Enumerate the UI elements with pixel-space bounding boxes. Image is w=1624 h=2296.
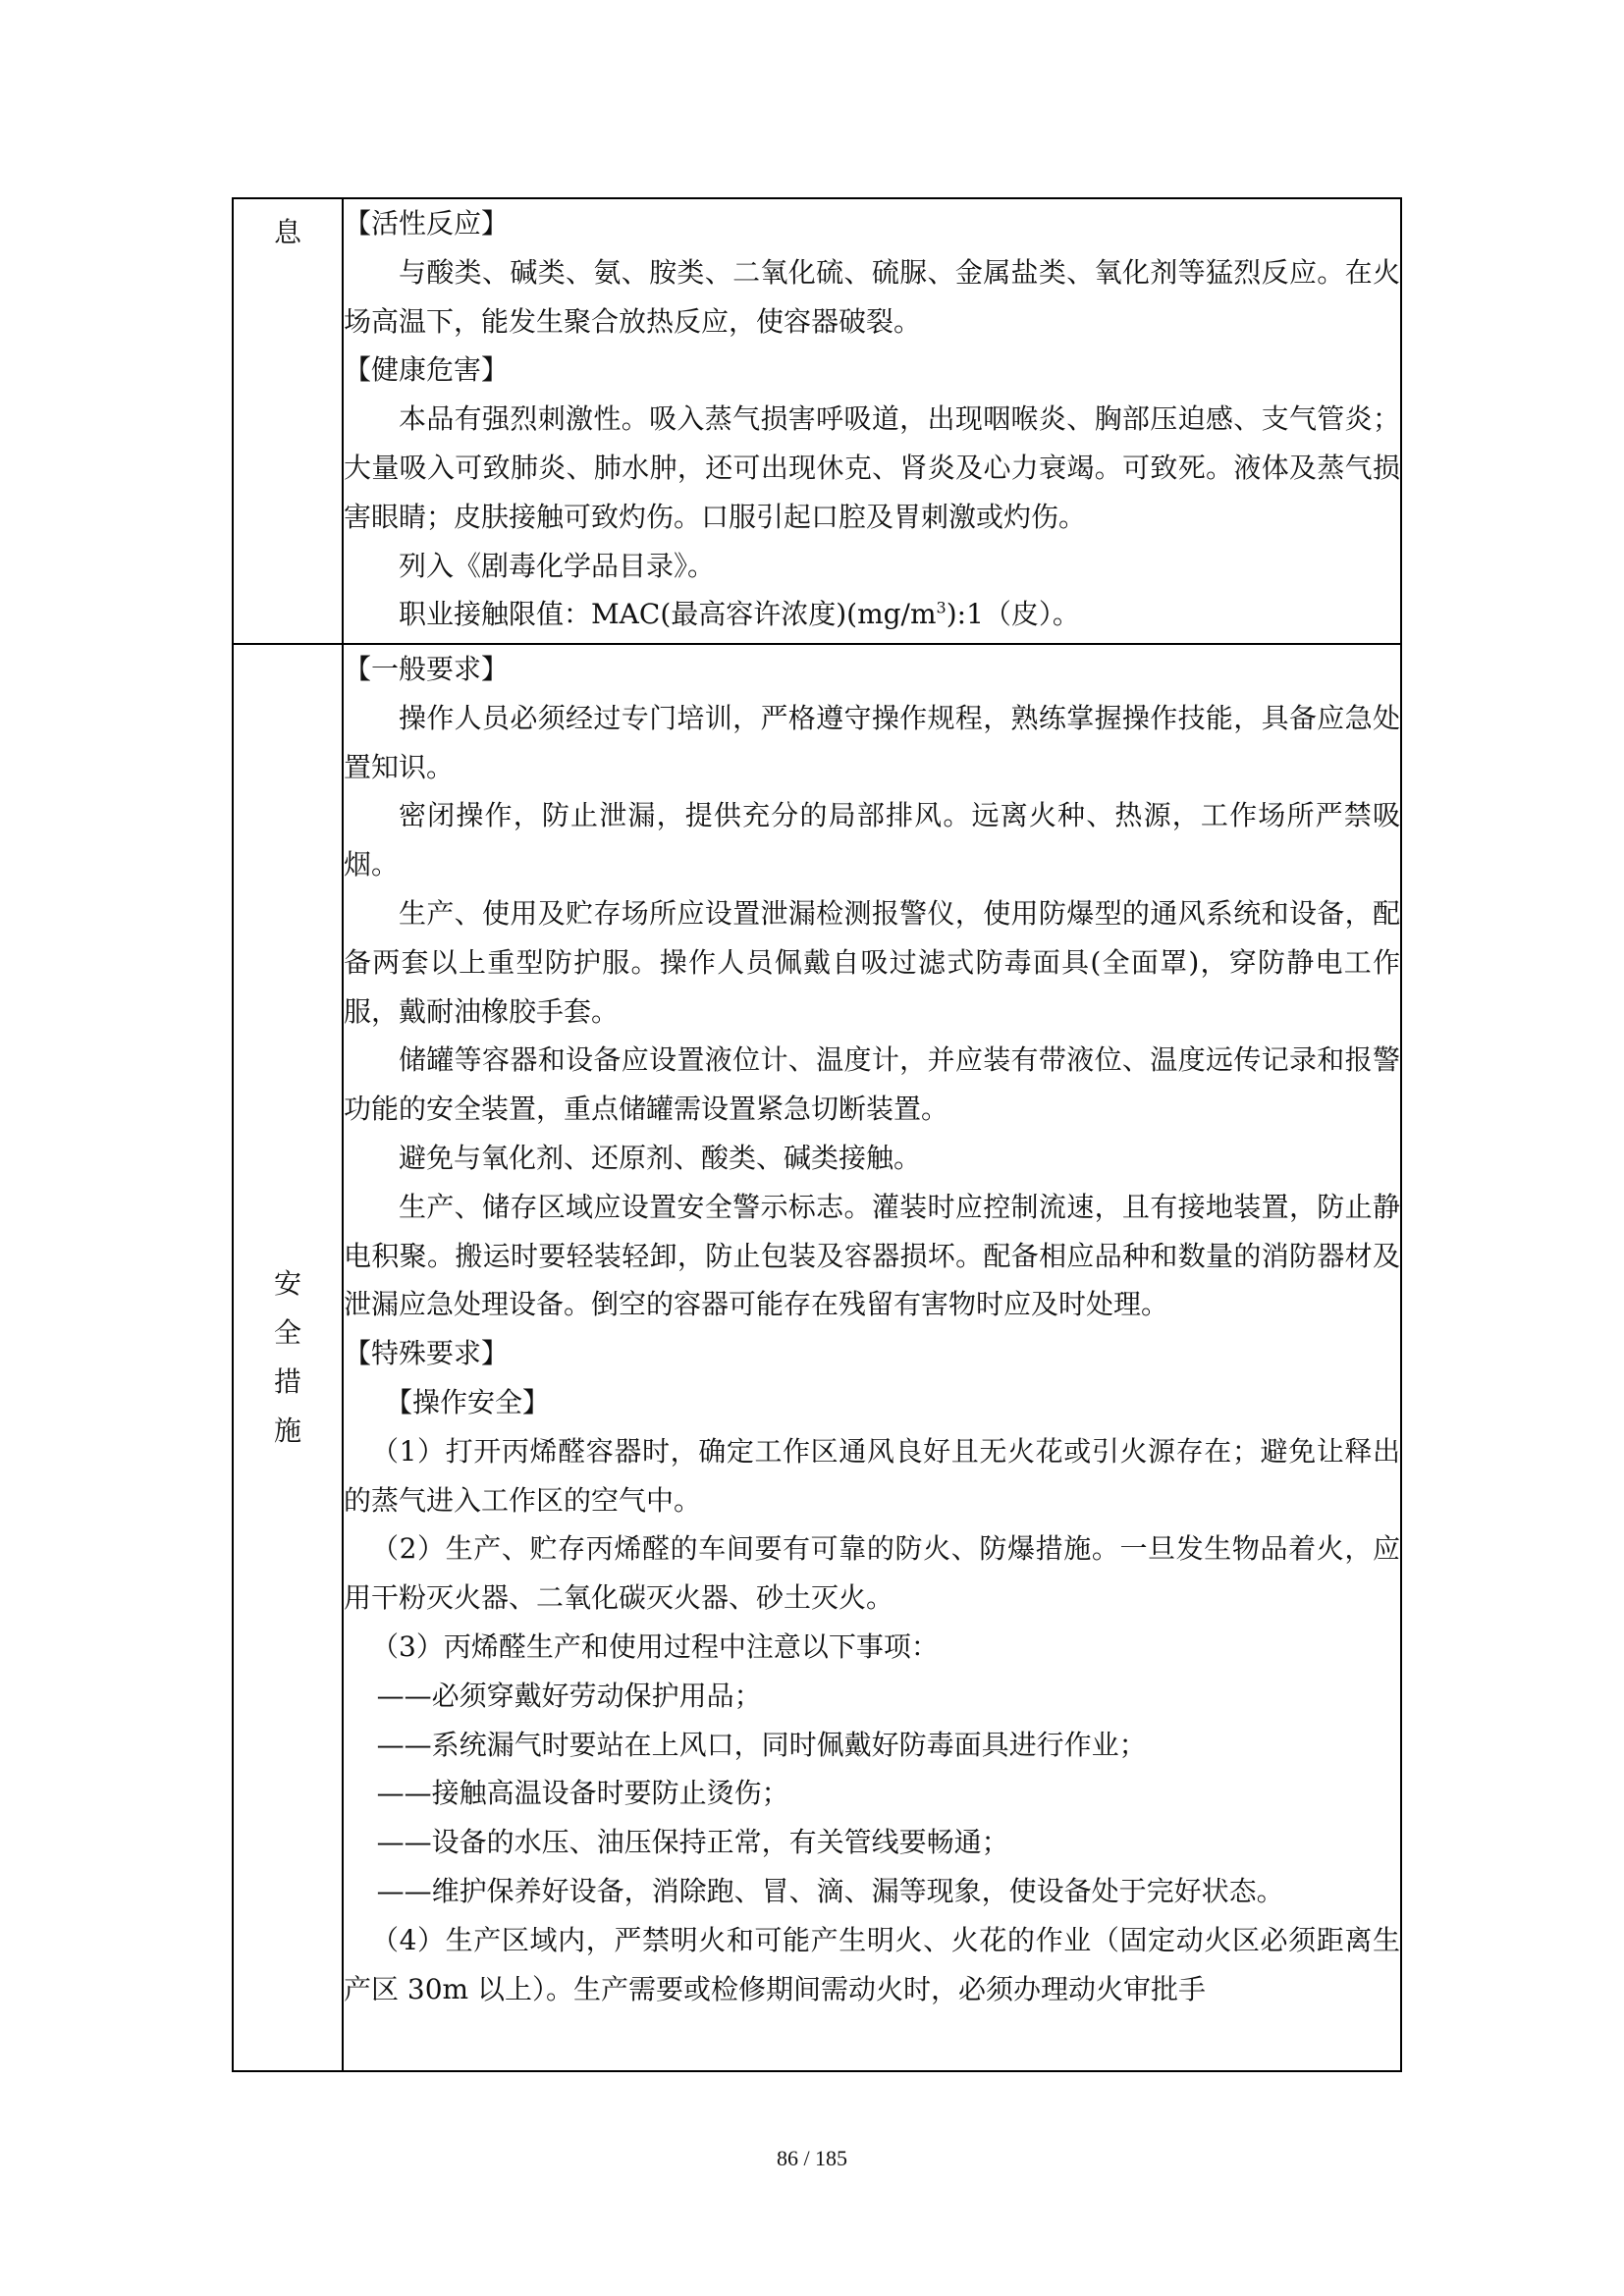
paragraph: 与酸类、碱类、氨、胺类、二氧化硫、硫脲、金属盐类、氧化剂等猛烈反应。在火场高温下，能发生聚合放热反应，使容器破裂。 [344,255,1400,338]
paragraph: 本品有强烈刺激性。吸入蒸气损害呼吸道，出现咽喉炎、胸部压迫感、支气管炎；大量吸入可致肺炎、肺水肿，还可出现休克、肾炎及心力衰竭。可致死。液体及蒸气损害眼睛；皮肤接触可致灼伤。口服引起口腔及胃刺激或灼伤。 [344,402,1400,533]
paragraph: 避免与氧化剂、还原剂、酸类、碱类接触。 [399,1141,922,1174]
label-char: 措 [273,1365,301,1398]
row-content-cell [343,198,1401,644]
exposure-limit-suffix: ):1（皮）。 [946,598,1080,631]
exposure-limit-sup: 3 [936,599,947,618]
paragraph: 生产、储存区域应设置安全警示标志。灌装时应控制流速，且有接地装置，防止静电积聚。搬运时要轻装轻卸，防止包装及容器损坏。配备相应品种和数量的消防器材及泄漏应急处理设备。倒空的容器可能存在残留有害物时应及时处理。 [344,1190,1400,1321]
numbered-item: （4）生产区域内，严禁明火和可能产生明火、火花的作业（固定动火区必须距离生产区 30m 以上）。生产需要或检修期间需动火时，必须办理动火审批手 [344,1923,1400,2005]
section-heading: 【特殊要求】 [344,1337,510,1370]
row-content-cell [343,644,1401,2071]
table-row-health-hazard [233,198,1401,644]
row-label: 息 [273,216,301,248]
subsection-heading: 【操作安全】 [385,1385,551,1418]
label-char: 安 [273,1267,301,1300]
row-label-cell [233,644,343,2071]
paragraph: 储罐等容器和设备应设置液位计、温度计，并应装有带液位、温度远传记录和报警功能的安全装置，重点储罐需设置紧急切断装置。 [344,1043,1400,1126]
section-heading: 【健康危害】 [344,353,510,387]
exposure-limit-prefix: 职业接触限值：MAC(最高容许浓度)(mg/m [399,598,937,631]
paragraph: 密闭操作，防止泄漏，提供充分的局部排风。远离火种、热源，工作场所严禁吸烟。 [344,799,1400,881]
table-row-safety-measures [233,644,1401,2071]
dash-item: ——接触高温设备时要防止烫伤； [376,1777,789,1810]
section-heading: 【一般要求】 [344,653,510,685]
paragraph: 操作人员必须经过专门培训，严格遵守操作规程，熟练掌握操作技能，具备应急处置知识。 [344,701,1400,783]
row-label-cell [233,198,343,644]
numbered-item: （3）丙烯醛生产和使用过程中注意以下事项： [371,1629,939,1663]
dash-item: ——设备的水压、油压保持正常，有关管线要畅通； [376,1826,1009,1859]
numbered-item: （1）打开丙烯醛容器时，确定工作区通风良好且无火花或引火源存在；避免让释出的蒸气进入工作区的空气中。 [344,1434,1400,1517]
dash-item: ——必须穿戴好劳动保护用品； [376,1679,762,1712]
dash-item: ——维护保养好设备，消除跑、冒、滴、漏等现象，使设备处于完好状态。 [376,1874,1284,1907]
content-table [232,197,1402,2072]
page-number: 86 / 185 [776,2146,848,2170]
section-heading: 【活性反应】 [344,207,510,240]
numbered-item: （2）生产、贮存丙烯醛的车间要有可靠的防火、防爆措施。一旦发生物品着火，应用干粉灭火器、二氧化碳灭火器、砂土灭火。 [344,1532,1400,1615]
paragraph: 列入《剧毒化学品目录》。 [399,549,716,582]
dash-item: ——系统漏气时要站在上风口，同时佩戴好防毒面具进行作业； [376,1728,1147,1761]
exposure-limit [344,590,1400,639]
row-label-vertical [234,1259,342,1456]
label-char: 施 [273,1415,301,1447]
label-char: 全 [273,1316,301,1349]
paragraph: 生产、使用及贮存场所应设置泄漏检测报警仪，使用防爆型的通风系统和设备，配备两套以上重型防护服。操作人员佩戴自吸过滤式防毒面具(全面罩)，穿防静电工作服，戴耐油橡胶手套。 [344,896,1400,1028]
